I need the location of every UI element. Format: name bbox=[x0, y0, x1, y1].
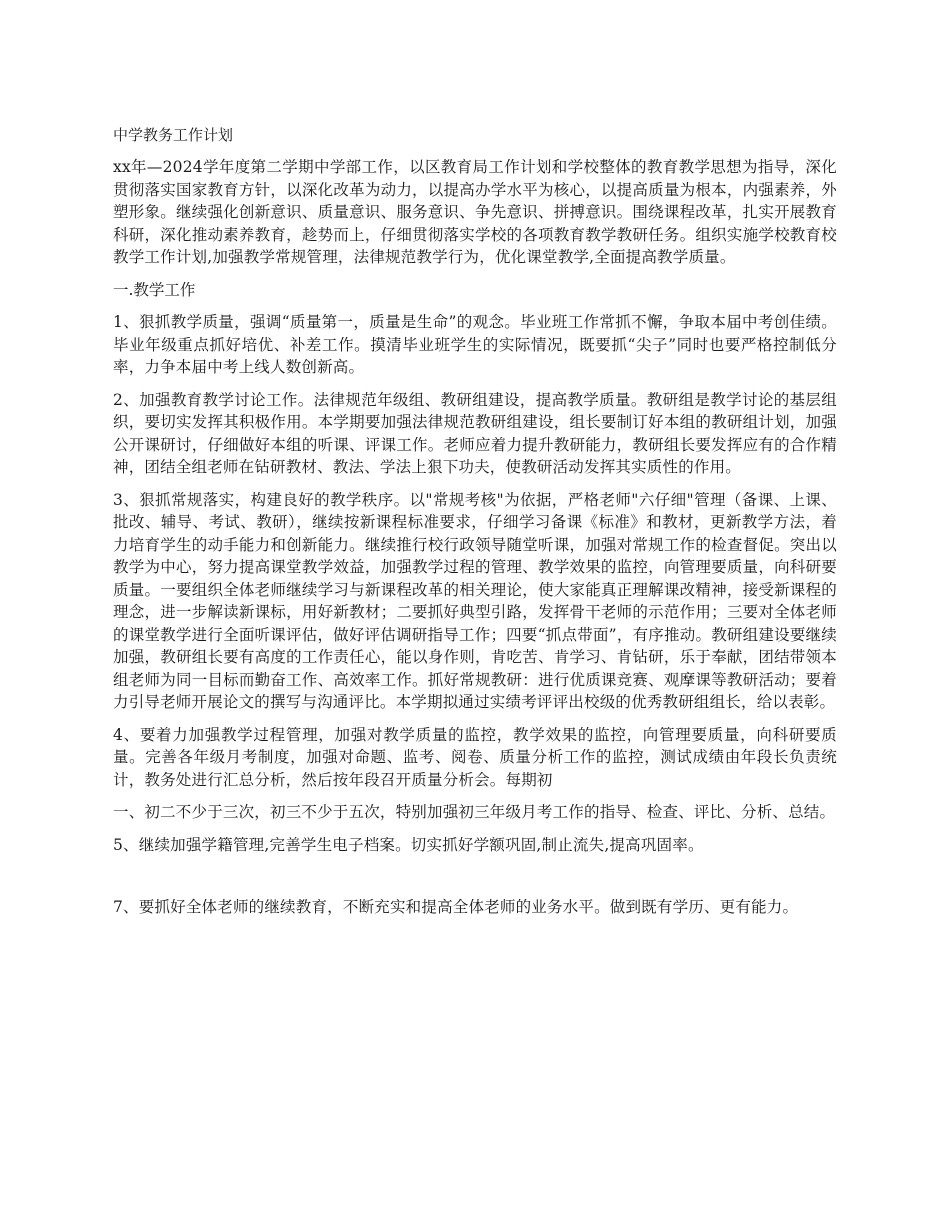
item-4-paragraph: 4、要着力加强教学过程管理，加强对教学质量的监控，教学效果的监控，向管理要质量，向科研要质量。完善各年级月考制度，加强对命题、监考、阅卷、质量分析工作的监控，测试成绩由年段长负责统计，教务处进行汇总分析，然后按年段召开质量分析会。每期初 bbox=[113, 725, 837, 789]
section-heading-teaching: 一.教学工作 bbox=[113, 280, 196, 299]
item-7-paragraph: 7、要抓好全体老师的继续教育，不断充实和提高全体老师的业务水平。做到既有学历、更有能力。 bbox=[113, 898, 799, 916]
item-2-paragraph: 2、加强教育教学讨论工作。法律规范年级组、教研组建设，提高教学质量。教研组是教学讨论的基层组织，要切实发挥其积极作用。本学期要加强法律规范教研组建设，组长要制订好本组的教研组计划，加强公开课研讨，仔细做好本组的听课、评课工作。老师应着力提升教研能力，教研组长要发挥应有的合作精神，团结全组老师在钻研教材、教法、学法上狠下功夫，使教研活动发挥其实质性的作用。 bbox=[113, 390, 837, 476]
document-page bbox=[113, 124, 837, 929]
blank-gap bbox=[113, 866, 837, 896]
item-3-paragraph: 3、狠抓常规落实，构建良好的教学秩序。以"常规考核"为依据，严格老师"六仔细"管理（备课、上课、批改、辅导、考试、教研），继续按新课程标准要求，仔细学习备课《标准》和教材，更新教学方法，着力培育学生的动手能力和创新能力。继续推行校行政领导随堂听课，加强对常规工作的检查督促。突出以教学为中心，努力提高课堂教学效益，加强教学过程的管理、教学效果的监控，向管理要质量，向科研要质量。一要组织全体老师继续学习与新课程改革的相关理论，使大家能真正理解课改精神，接受新课程的理念，进一步解读新课标，用好新教材；二要抓好典型引路，发挥骨干老师的示范作用；三要对全体老师的课堂教学进行全面听课评估，做好评估调研指导工作；四要“抓点带面”，有序推动。教研组建设要继续加强，教研组长要有高度的工作责任心，能以身作则，肯吃苦、肯学习、肯钻研，乐于奉献，团结带领本组老师为同一目标而勤奋工作、高效率工作。抓好常规教研：进行优质课竞赛、观摩课等教研活动；要着力引导老师开展论文的撰写与沟通评比。本学期拟通过实绩考评评出校级的优秀教研组组长，给以表彰。 bbox=[113, 490, 837, 711]
intro-paragraph: xx年—2024学年度第二学期中学部工作，以区教育局工作计划和学校整体的教育教学思想为指导，深化贯彻落实国家教育方针，以深化改革为动力，以提高办学水平为核心，以提高质量为根本，内强素养，外塑形象。继续强化创新意识、质量意识、服务意识、争先意识、拼搏意识。围绕课程改革，扎实开展教育科研，深化推动素养教育，趁势而上，仔细贯彻落实学校的各项教育教学教研任务。组织实施学校教育校教学工作计划,加强教学常规管理，法律规范教学行为，优化课堂教学,全面提高教学质量。 bbox=[113, 158, 837, 266]
item-1-paragraph: 1、狠抓教学质量，强调“质量第一，质量是生命”的观念。毕业班工作常抓不懈，争取本届中考创佳绩。毕业年级重点抓好培优、补差工作。摸清毕业班学生的实际情况，既要抓“尖子”同时也要严格控制低分率，力争本届中考上线人数创新高。 bbox=[113, 313, 837, 376]
item-5-paragraph: 5、继续加强学籍管理,完善学生电子档案。切实抓好学额巩固,制止流失,提高巩固率。 bbox=[113, 835, 704, 854]
item-4-continuation: 一、初二不少于三次，初三不少于五次，特别加强初三年级月考工作的指导、检查、评比、分析、总结。 bbox=[113, 803, 836, 821]
document-title: 中学教务工作计划 bbox=[113, 126, 234, 144]
